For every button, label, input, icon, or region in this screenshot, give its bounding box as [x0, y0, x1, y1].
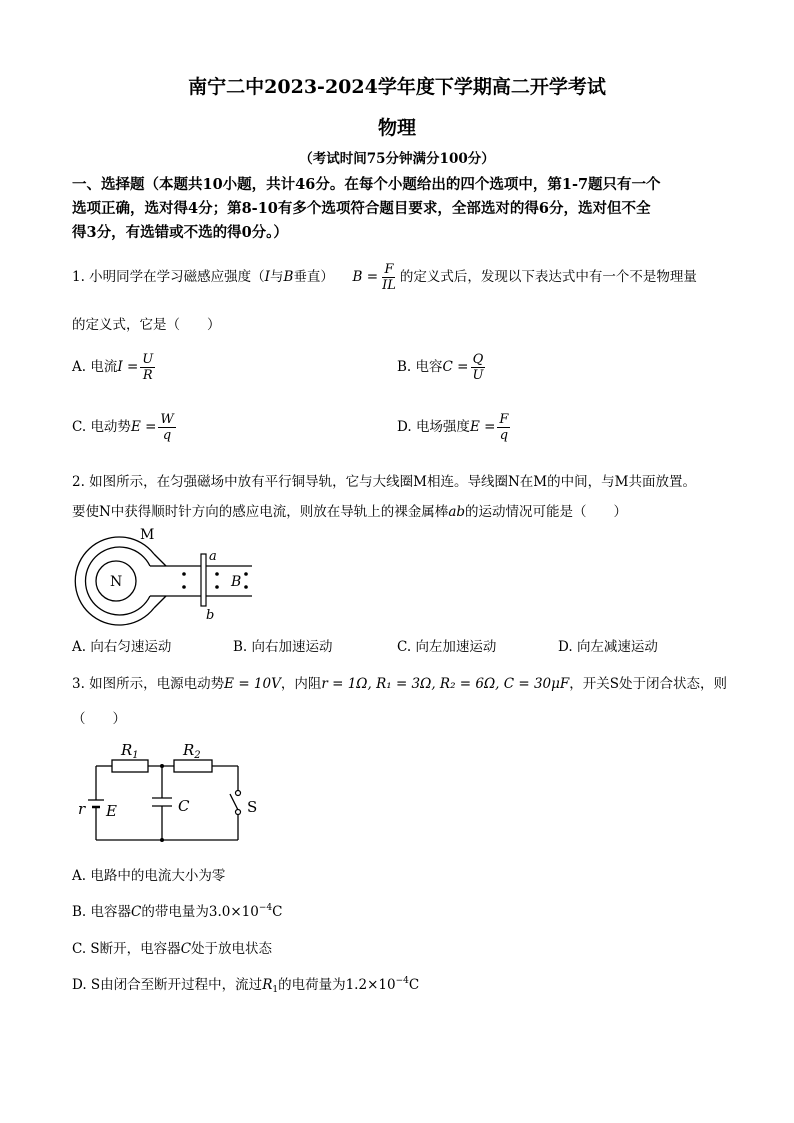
coil-n-label: N	[110, 574, 123, 590]
q1-cond-mid: 与	[270, 269, 284, 285]
q1-formula-num: F	[384, 262, 394, 277]
q1-cond-i: I	[264, 269, 271, 285]
option-d-resistor: R	[262, 977, 273, 993]
r1-label: $R_1$	[121, 741, 139, 761]
q3-option-a[interactable]: A. 电路中的电流大小为零	[72, 868, 226, 884]
section-instructions-line2: 选项正确，选对得4分；第8-10有多个选项符合题目要求，全部选对的得6分，选对但不全	[72, 200, 651, 217]
q1-cond-b: B	[283, 269, 294, 285]
r2-label: $R_2$	[183, 741, 201, 761]
option-d-mid: 的电荷量为	[278, 977, 346, 993]
option-fraction	[140, 352, 155, 383]
option-text: 向右匀速运动	[90, 639, 172, 655]
q1-option-d[interactable]	[397, 412, 512, 443]
q1-stem-line2: 的定义式，它是（ ）	[72, 317, 221, 333]
metal-rod-ab	[201, 554, 206, 606]
q1-option-c[interactable]	[72, 412, 178, 443]
option-d-resistor-sub: 1	[272, 985, 279, 995]
q2-option-d[interactable]	[558, 635, 658, 655]
coil-m-label: M	[140, 527, 155, 543]
exam-title: 南宁二中2023-2024学年度下学期高二开学考试	[188, 76, 606, 98]
q1-option-b[interactable]	[397, 352, 487, 383]
option-fraction	[158, 412, 175, 443]
q3-stem-line1	[72, 672, 727, 692]
resistor-r1	[112, 760, 148, 772]
option-text: 向左减速运动	[576, 639, 658, 655]
option-text: 电流	[90, 359, 118, 375]
q1-prefix: 1. 小明同学在学习磁感应强度（	[72, 269, 265, 285]
option-label: C.	[397, 639, 412, 655]
option-b-unit: C	[272, 904, 283, 920]
option-c-post: 处于放电状态	[191, 941, 273, 957]
fraction-den: q	[499, 428, 509, 443]
fraction-num: U	[142, 352, 154, 367]
option-fraction	[497, 412, 510, 443]
q1-option-a[interactable]	[72, 352, 157, 383]
q2-line2-post: 的运动情况可能是（ ）	[465, 504, 628, 520]
option-b-mid: 的带电量为	[141, 904, 209, 920]
fraction-den: R	[142, 368, 153, 383]
q3-option-c[interactable]	[72, 937, 272, 957]
q1-formula-den: IL	[382, 278, 396, 293]
option-lhs: C =	[442, 359, 469, 375]
option-d-pre: D. S由闭合至断开过程中，流过	[72, 977, 263, 993]
option-label: D.	[397, 419, 412, 435]
option-label: C.	[72, 419, 87, 435]
q2-line2-pre: 要使N中获得顺时针方向的感应电流，则放在导轨上的裸金属棒	[72, 504, 449, 520]
option-text: 电动势	[90, 419, 131, 435]
q2-figure-coil-rails	[66, 522, 266, 627]
section-instructions-line3: 得3分，有选错或不选的得0分。）	[72, 224, 288, 241]
emf-label: E	[106, 802, 117, 820]
q3-stem-line2: （ ）	[72, 711, 126, 727]
fraction-den: U	[472, 368, 484, 383]
fraction-num: W	[160, 412, 174, 427]
option-d-exponent: −4	[395, 976, 409, 986]
q3-emf: E = 10V	[224, 676, 281, 692]
resistor-r2	[174, 760, 212, 772]
q2-option-a[interactable]	[72, 635, 171, 655]
q3-line1-mid: ，内阻	[280, 676, 322, 692]
q2-stem-line2	[72, 500, 627, 520]
option-text: 电场强度	[415, 419, 470, 435]
section-instructions-line1: 一、选择题（本题共10小题，共计46分。在每个小题给出的四个选项中，第1-7题只有一个	[72, 176, 661, 193]
exam-info: （考试时间75分钟满分100分）	[299, 151, 495, 167]
q3-option-b[interactable]	[72, 900, 282, 920]
option-label: D.	[558, 639, 573, 655]
fraction-num: Q	[472, 352, 484, 367]
option-fraction	[470, 352, 485, 383]
q3-option-d[interactable]	[72, 973, 419, 995]
fraction-num: F	[499, 412, 509, 427]
q3-line1-pre: 3. 如图所示，电源电动势	[72, 676, 225, 692]
switch-blade	[230, 794, 238, 810]
switch-label: S	[247, 798, 258, 816]
q1-suffix: 的定义式后，发现以下表达式中有一个不是物理量	[399, 269, 697, 285]
q1-formula-lhs: B =	[352, 269, 379, 285]
fraction-den: q	[162, 428, 172, 443]
option-lhs: I =	[117, 359, 139, 375]
q2-option-b[interactable]	[233, 635, 333, 655]
option-label: A.	[72, 359, 87, 375]
option-text: 向右加速运动	[251, 639, 333, 655]
q2-stem-line1: 2. 如图所示，在匀强磁场中放有平行铜导轨，它与大线圈M相连。导线圈N在M的中间，与M共面放置。	[72, 474, 696, 490]
rod-label-b: b	[206, 608, 215, 623]
q1-stem	[72, 262, 697, 293]
q3-figure-circuit	[72, 738, 272, 848]
option-c-pre: C. S断开，电容器	[72, 941, 181, 957]
capacitor-label: C	[178, 797, 190, 815]
subject-title: 物理	[377, 117, 416, 139]
q3-line1-post: ，开关S处于闭合状态，则	[569, 676, 728, 692]
option-b-exponent: −4	[258, 903, 273, 913]
option-text: 向左加速运动	[415, 639, 497, 655]
option-label: B.	[397, 359, 412, 375]
option-c-capacitor: C	[180, 941, 192, 957]
rod-label-a: a	[209, 549, 217, 564]
internal-resistance-label: r	[78, 800, 86, 818]
q3-params: r = 1Ω, R₁ = 3Ω, R₂ = 6Ω, C = 30μF	[321, 676, 570, 692]
q2-rod-ab: ab	[448, 504, 466, 520]
option-label: A.	[72, 639, 87, 655]
option-b-capacitor: C	[131, 904, 142, 920]
option-d-value: 1.2×10	[345, 977, 396, 993]
q1-cond-end: 垂直）	[293, 269, 334, 285]
field-label-b: B	[231, 574, 242, 590]
q1-formula-fraction	[380, 262, 398, 293]
option-lhs: E =	[130, 419, 157, 435]
option-b-value: 3.0×10	[208, 904, 259, 920]
q2-option-c[interactable]	[397, 635, 496, 655]
option-text: 电容	[415, 359, 443, 375]
option-label: B.	[233, 639, 248, 655]
option-d-unit: C	[408, 977, 420, 993]
option-b-pre: B. 电容器	[72, 904, 132, 920]
option-lhs: E =	[469, 419, 496, 435]
